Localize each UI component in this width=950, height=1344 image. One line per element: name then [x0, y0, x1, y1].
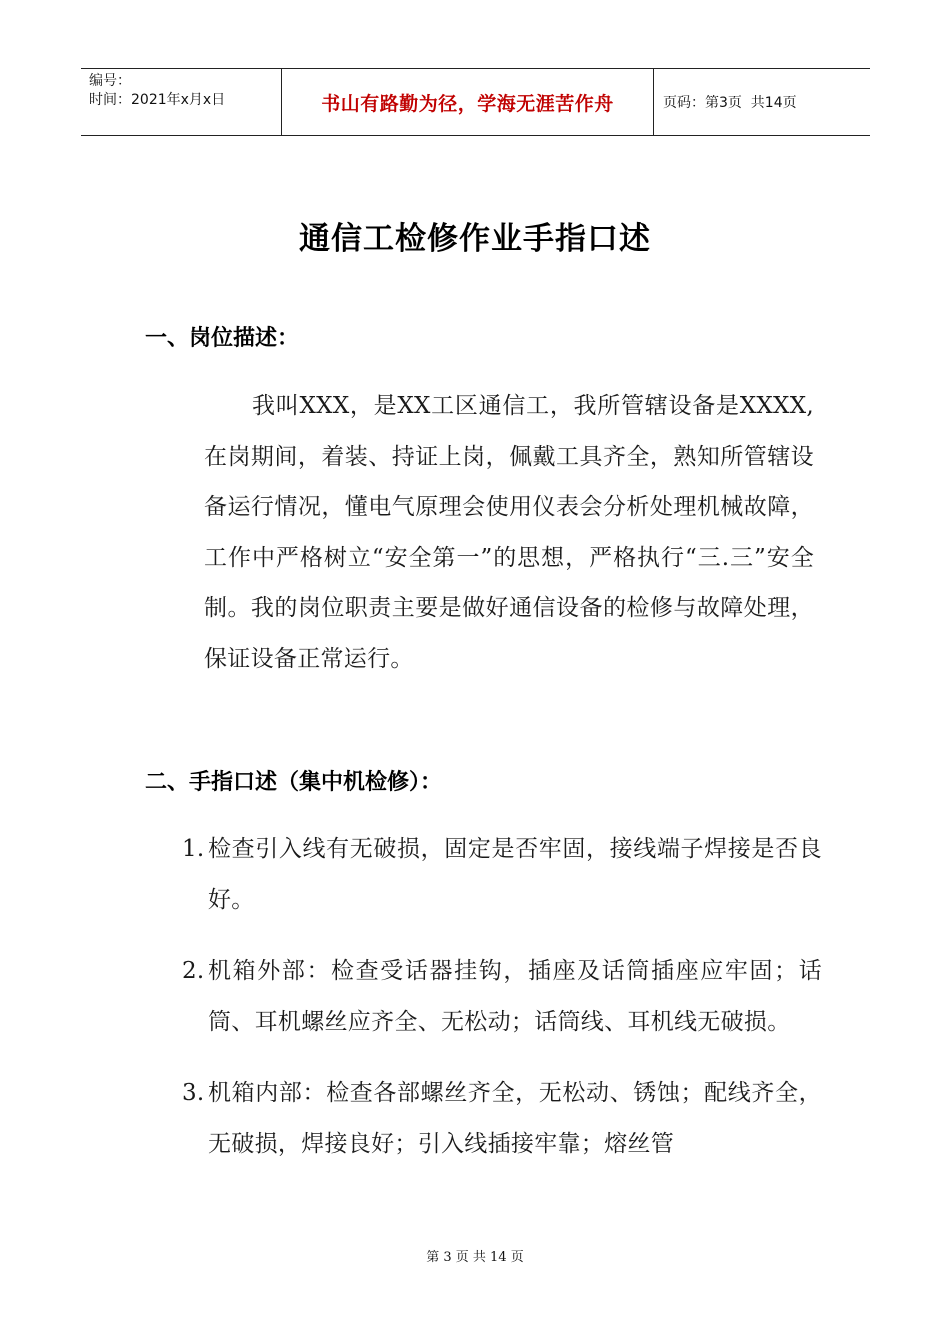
section-heading-finger-pointing: 二、手指口述（集中机检修）：: [145, 770, 443, 795]
header-meta-cell: [81, 69, 281, 135]
list-item-number: 3.: [182, 1080, 205, 1106]
header-page-cell: [654, 69, 870, 135]
list-item-number: 1.: [182, 836, 205, 862]
list-item-text: 机箱外部：检查受话器挂钩，插座及话筒插座应牢固；话筒、耳机螺丝应齐全、无松动；话筒线、耳机线无破损。: [208, 958, 822, 1035]
inspection-list: [182, 824, 822, 1169]
page-info: 页码：第3页 共14页: [663, 95, 797, 111]
list-item: [182, 946, 822, 1047]
motto-text: 书山有路勤为径，学海无涯苦作舟: [321, 92, 614, 115]
list-item: [182, 824, 822, 925]
section-heading-job-description: 一、岗位描述：: [145, 326, 300, 351]
header-motto-cell: [281, 69, 654, 135]
list-item-text: 机箱内部：检查各部螺丝齐全，无松动、锈蚀；配线齐全，无破损，焊接良好；引入线插接牢靠；熔丝管: [208, 1080, 822, 1157]
job-description-paragraph: 我叫XXX，是XX工区通信工，我所管辖设备是XXXX, 在岗期间，着装、持证上岗，佩戴工具齐全，熟知所管辖设备运行情况，懂电气原理会使用仪表会分析处理机械故障，工作中严格树立“安全第一”的思想，严格执行“三.三”安全制。我的岗位职责主要是做好通信设备的检修与故障处理，保证设备正常运行。: [204, 393, 814, 672]
page-footer: 第 3 页 共 14 页: [426, 1250, 524, 1265]
list-item: [182, 1068, 822, 1169]
serial-label: 编号：: [89, 73, 131, 89]
header-table: [81, 68, 870, 136]
document-title: 通信工检修作业手指口述: [299, 221, 651, 257]
list-item-number: 2.: [182, 958, 205, 984]
date-line: 时间：2021年x月x日: [89, 92, 226, 108]
list-item-text: 检查引入线有无破损，固定是否牢固，接线端子焊接是否良好。: [208, 836, 822, 913]
